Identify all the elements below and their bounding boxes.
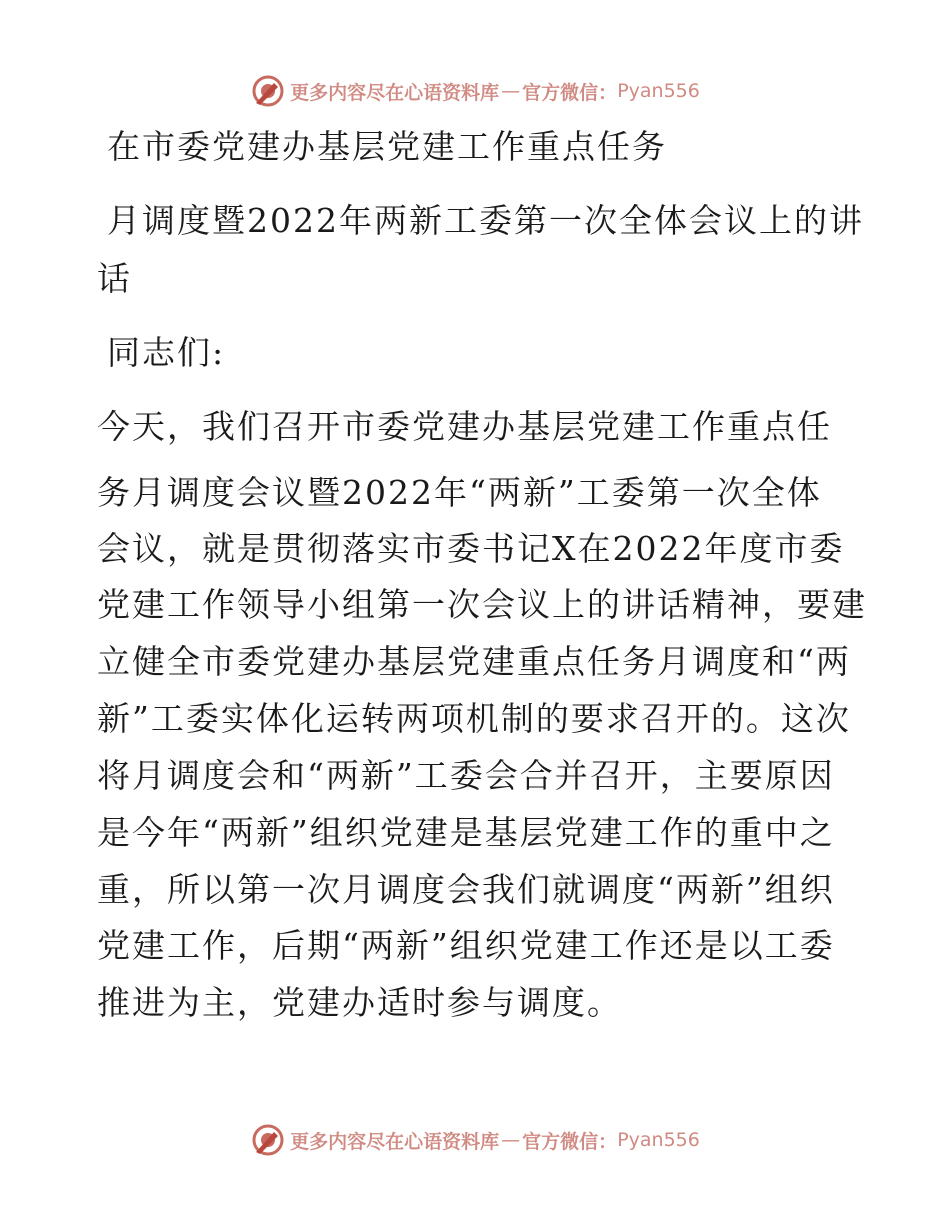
title-line-1: 在市委党建办基层党建工作重点任务 — [107, 127, 667, 166]
paragraph-line: 会议，就是贯彻落实市委书记X在2022年度市委 — [97, 529, 845, 568]
title-line-3: 话 — [97, 259, 132, 298]
watermark-label: 官方微信： — [522, 81, 618, 104]
paragraph-line: 党建工作领导小组第一次会议上的讲话精神，要建 — [97, 585, 867, 624]
watermark-banner-top — [0, 71, 950, 111]
greeting: 同志们: — [107, 333, 226, 372]
pen-logo-icon — [250, 1122, 286, 1158]
watermark-separator: — — [501, 1129, 521, 1151]
paragraph-line: 党建工作，后期“两新”组织党建工作还是以工委 — [97, 926, 835, 965]
watermark-account: Pyan556 — [617, 80, 700, 102]
pen-logo-icon — [250, 73, 286, 109]
paragraph-line: 今天，我们召开市委党建办基层党建工作重点任 — [97, 407, 832, 446]
title-line-2: 月调度暨2022年两新工委第一次全体会议上的讲 — [107, 201, 864, 240]
watermark-text: 更多内容尽在心语资料库 — [290, 1130, 500, 1153]
paragraph-line: 推进为主，党建办适时参与调度。 — [97, 983, 622, 1022]
watermark-separator: — — [501, 80, 521, 102]
paragraph-line: 立健全市委党建办基层党建重点任务月调度和“两 — [97, 642, 851, 681]
watermark-account: Pyan556 — [617, 1129, 700, 1151]
paragraph-line: 是今年“两新”组织党建是基层党建工作的重中之 — [97, 813, 835, 852]
watermark-banner-bottom — [0, 1120, 950, 1160]
paragraph-line: 重，所以第一次月调度会我们就调度“两新”组织 — [97, 870, 835, 909]
paragraph-line: 务月调度会议暨2022年“两新”工委第一次全体 — [97, 473, 822, 512]
watermark-label: 官方微信： — [522, 1130, 618, 1153]
watermark-text: 更多内容尽在心语资料库 — [290, 81, 500, 104]
paragraph-line: 将月调度会和“两新”工委会合并召开，主要原因 — [97, 756, 835, 795]
paragraph-line: 新”工委实体化运转两项机制的要求召开的。这次 — [97, 699, 851, 738]
